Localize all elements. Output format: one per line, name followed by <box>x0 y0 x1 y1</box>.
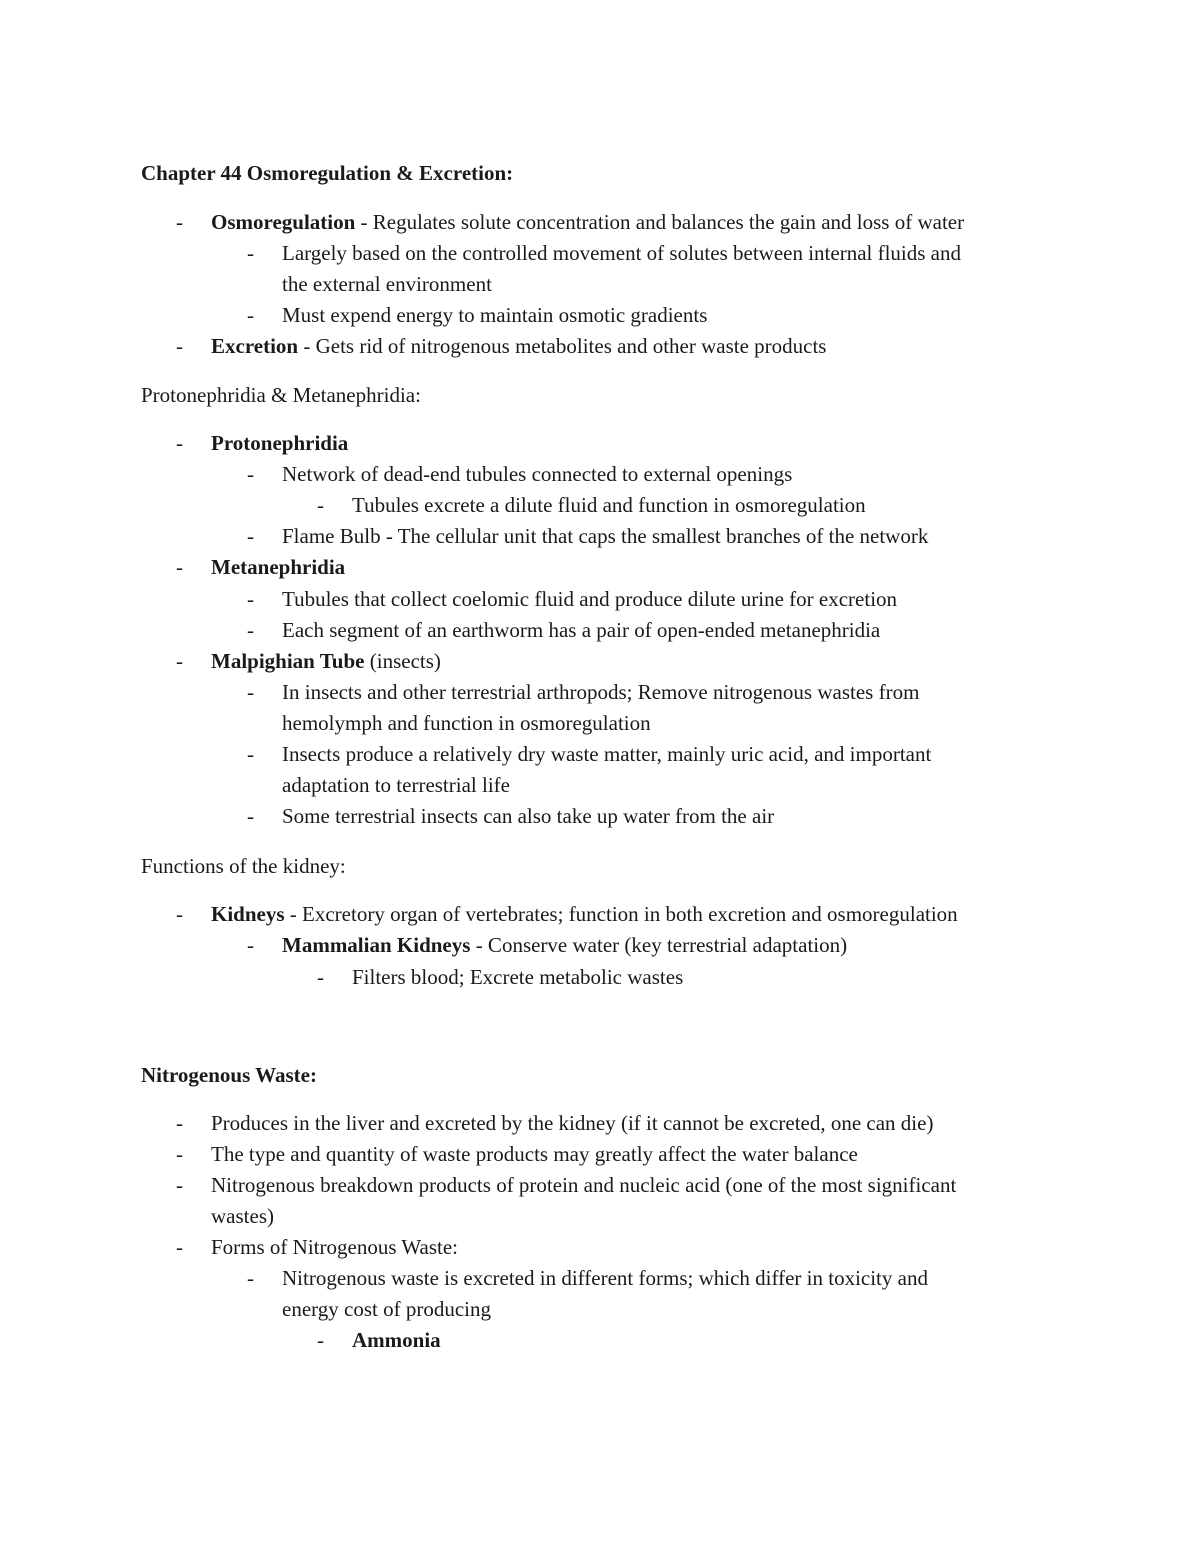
text-line: Filters blood; Excrete metabolic wastes <box>352 965 684 989</box>
text-line: energy cost of producing <box>282 1297 491 1321</box>
bullet-dash: - <box>176 902 183 926</box>
list-item-coelomic <box>247 584 898 615</box>
bullet-dash: - <box>317 493 324 517</box>
chapter-heading: Chapter 44 Osmoregulation & Excretion: <box>141 161 514 185</box>
bullet-dash: - <box>247 618 254 642</box>
bullet-dash: - <box>176 1235 183 1259</box>
list-item-earthworm <box>247 615 881 646</box>
term-malpighian: Malpighian Tube <box>211 649 365 673</box>
text-line: adaptation to terrestrial life <box>282 773 510 797</box>
list-item-continuation <box>282 269 492 300</box>
list-item-ammonia <box>317 1325 441 1356</box>
bullet-dash: - <box>317 1328 324 1352</box>
term-ammonia: Ammonia <box>352 1328 441 1352</box>
bullet-dash: - <box>176 555 183 579</box>
term-excretion: Excretion <box>211 334 299 358</box>
definition-kidneys: - Excretory organ of vertebrates; function in both excretion and osmoregulation <box>284 902 958 926</box>
text-line: Tubules excrete a dilute fluid and function in osmoregulation <box>352 493 866 517</box>
text-line: Largely based on the controlled movement of solutes between internal fluids and <box>282 241 962 265</box>
list-item-arthropods <box>247 677 920 708</box>
list-item-mammalian-kidneys <box>247 930 848 961</box>
list-item-continuation <box>282 770 510 801</box>
list-item-flame-bulb <box>247 521 929 552</box>
list-item-continuation <box>211 1201 274 1232</box>
text-line: wastes) <box>211 1204 274 1228</box>
list-item-network <box>247 459 793 490</box>
text-line: hemolymph and function in osmoregulation <box>282 711 651 735</box>
term-kidneys: Kidneys <box>211 902 285 926</box>
text-line: Forms of Nitrogenous Waste: <box>211 1235 458 1259</box>
list-item-forms <box>176 1232 458 1263</box>
bullet-dash: - <box>247 241 254 265</box>
bullet-dash: - <box>247 933 254 957</box>
bullet-dash: - <box>176 210 183 234</box>
list-item-breakdown-products <box>176 1170 957 1201</box>
definition-excretion: - Gets rid of nitrogenous metabolites and other waste products <box>298 334 827 358</box>
bullet-dash: - <box>247 804 254 828</box>
text-line: Insects produce a relatively dry waste matter, mainly uric acid, and important <box>282 742 932 766</box>
bullet-dash: - <box>176 1173 183 1197</box>
text-line: Flame Bulb - The cellular unit that caps the smallest branches of the network <box>282 524 929 548</box>
list-item-tubules-excrete <box>317 490 866 521</box>
text-line: Tubules that collect coelomic fluid and produce dilute urine for excretion <box>282 587 898 611</box>
list-item-continuation <box>282 708 651 739</box>
list-item-water-from-air <box>247 801 775 832</box>
text-line: Nitrogenous breakdown products of protein and nucleic acid (one of the most significant <box>211 1173 957 1197</box>
term-metanephridia: Metanephridia <box>211 555 346 579</box>
list-item-osmoregulation <box>176 207 965 238</box>
note-insects: (insects) <box>364 649 441 673</box>
list-item-water-balance <box>176 1139 858 1170</box>
bullet-dash: - <box>247 1266 254 1290</box>
list-item-malpighian <box>176 646 441 677</box>
text-line: Nitrogenous waste is excreted in different forms; which differ in toxicity and <box>282 1266 928 1290</box>
list-item-protonephridia <box>176 428 349 459</box>
list-item-controlled-movement <box>247 238 962 269</box>
definition-osmoregulation: - Regulates solute concentration and balances the gain and loss of water <box>355 210 965 234</box>
section-heading-nitrogenous-waste: Nitrogenous Waste: <box>141 1063 317 1087</box>
list-item-excretion <box>176 331 827 362</box>
bullet-dash: - <box>247 303 254 327</box>
section-heading-nephridia: Protonephridia & Metanephridia: <box>141 383 421 407</box>
list-item-dry-waste <box>247 739 932 770</box>
text-line: Network of dead-end tubules connected to external openings <box>282 462 793 486</box>
bullet-dash: - <box>176 649 183 673</box>
text-line: Some terrestrial insects can also take up water from the air <box>282 804 775 828</box>
definition-mammalian-kidneys: - Conserve water (key terrestrial adaptation) <box>470 933 848 957</box>
bullet-dash: - <box>176 334 183 358</box>
text-line: The type and quantity of waste products may greatly affect the water balance <box>211 1142 858 1166</box>
text-line: Each segment of an earthworm has a pair of open-ended metanephridia <box>282 618 881 642</box>
list-item-energy <box>247 300 708 331</box>
text-line: Must expend energy to maintain osmotic gradients <box>282 303 708 327</box>
term-protonephridia: Protonephridia <box>211 431 349 455</box>
bullet-dash: - <box>247 524 254 548</box>
bullet-dash: - <box>247 462 254 486</box>
bullet-dash: - <box>247 680 254 704</box>
bullet-dash: - <box>176 431 183 455</box>
list-item-different-forms <box>247 1263 928 1294</box>
bullet-dash: - <box>176 1111 183 1135</box>
bullet-dash: - <box>247 742 254 766</box>
text-line: the external environment <box>282 272 492 296</box>
list-item-metanephridia <box>176 552 346 583</box>
list-item-filters-blood <box>317 962 684 993</box>
section-heading-kidney: Functions of the kidney: <box>141 854 346 878</box>
text-line: In insects and other terrestrial arthropods; Remove nitrogenous wastes from <box>282 680 920 704</box>
bullet-dash: - <box>176 1142 183 1166</box>
list-item-continuation <box>282 1294 491 1325</box>
term-mammalian-kidneys: Mammalian Kidneys <box>282 933 471 957</box>
list-item-kidneys <box>176 899 958 930</box>
bullet-dash: - <box>317 965 324 989</box>
bullet-dash: - <box>247 587 254 611</box>
term-osmoregulation: Osmoregulation <box>211 210 356 234</box>
list-item-liver <box>176 1108 934 1139</box>
text-line: Produces in the liver and excreted by the kidney (if it cannot be excreted, one can die) <box>211 1111 934 1135</box>
